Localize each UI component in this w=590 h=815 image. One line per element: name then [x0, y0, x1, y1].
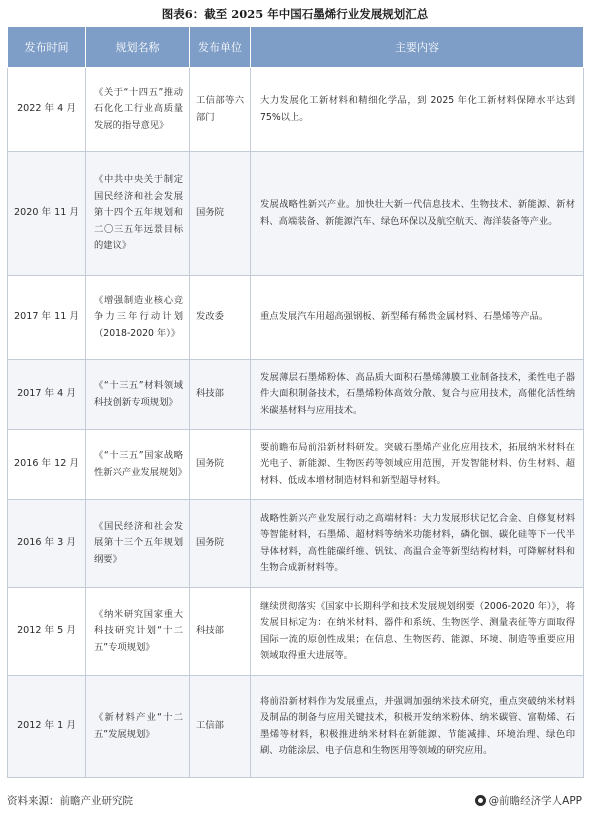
table-title: 图表6：截至 2025 年中国石墨烯行业发展规划汇总 — [161, 7, 429, 21]
cell-content: 将前沿新材料作为发展重点，并强调加强纳米技术研究，重点突破纳米材料及制品的制备与应用关键技术，积极开发纳米粉体、纳米碳管、富勒烯、石墨烯等材料，积极推进纳米材料在新能源、节能减排、环境治理、绿色印刷、功能涂层、电子信息和生物医用等领域的研究应用。 — [251, 676, 584, 778]
cell-content: 发展战略性新兴产业。加快壮大新一代信息技术、生物技术、新能源、新材料、高端装备、新能源汽车、绿色环保以及航空航天、海洋装备等产业。 — [251, 152, 584, 276]
header-content: 主要内容 — [251, 27, 584, 68]
cell-unit: 国务院 — [190, 500, 251, 588]
brand-label: @前瞻经济学人APP — [488, 795, 582, 807]
table-row — [8, 68, 584, 152]
cell-name: 《“十三五”国家战略性新兴产业发展规划》 — [86, 430, 190, 500]
cell-name: 《“十三五”材料领域科技创新专项规划》 — [86, 360, 190, 430]
table-row — [8, 588, 584, 676]
cell-name: 《增强制造业核心竞争力三年行动计划（2018-2020 年）》 — [86, 276, 190, 360]
table-row — [8, 500, 584, 588]
cell-name: 《纳米研究国家重大科技研究计划“十二五”专项规划》 — [86, 588, 190, 676]
cell-name: 《关于“十四五”推动石化化工行业高质量发展的指导意见》 — [86, 68, 190, 152]
header-unit: 发布单位 — [190, 27, 251, 68]
source-note: 资料来源：前瞻产业研究院 — [7, 795, 133, 807]
table-row — [8, 152, 584, 276]
cell-date: 2016 年 3 月 — [8, 500, 86, 588]
cell-name: 《新材料产业“十二五”发展规划》 — [86, 676, 190, 778]
cell-content: 战略性新兴产业发展行动之高端材料：大力发展形状记忆合金、自修复材料等智能材料，石墨烯、超材料等纳米功能材料，磷化铟、碳化硅等下一代半导体材料，高性能碳纤维、钒钛、高温合金等新型结构材料，可降解材料和生物合成新材料等。 — [251, 500, 584, 588]
cell-date: 2020 年 11 月 — [8, 152, 86, 276]
table-row — [8, 676, 584, 778]
table-row — [8, 276, 584, 360]
cell-unit: 科技部 — [190, 360, 251, 430]
cell-name: 《国民经济和社会发展第十三个五年规划纲要》 — [86, 500, 190, 588]
header-date: 发布时间 — [8, 27, 86, 68]
table-row — [8, 360, 584, 430]
cell-content: 继续贯彻落实《国家中长期科学和技术发展规划纲要（2006-2020 年）》，将发展目标定为：在纳米材料、器件和系统、生物医学、测量表征等方面取得国际一流的原创性成果；在信息、生物医药、能源、环境、制造等重要应用领域取得重大进展等。 — [251, 588, 584, 676]
cell-content: 大力发展化工新材料和精细化学品，到 2025 年化工新材料保障水平达到 75%以上。 — [251, 68, 584, 152]
cell-unit: 科技部 — [190, 588, 251, 676]
table-header-row — [8, 27, 584, 68]
cell-date: 2012 年 1 月 — [8, 676, 86, 778]
cell-content: 发展薄层石墨烯粉体、高品质大面积石墨烯薄膜工业制备技术，柔性电子器件大面积制备技术，石墨烯粉体高效分散、复合与应用技术，高催化活性纳米碳基材料与应用技术。 — [251, 360, 584, 430]
cell-unit: 国务院 — [190, 430, 251, 500]
cell-name: 《中共中央关于制定国民经济和社会发展第十四个五年规划和二〇三五年远景目标的建议》 — [86, 152, 190, 276]
cell-unit: 工信部等六部门 — [190, 68, 251, 152]
cell-date: 2016 年 12 月 — [8, 430, 86, 500]
planning-table — [7, 26, 584, 778]
cell-unit: 国务院 — [190, 152, 251, 276]
cell-date: 2022 年 4 月 — [8, 68, 86, 152]
cell-content: 重点发展汽车用超高强钢板、新型稀有稀贵金属材料、石墨烯等产品。 — [251, 276, 584, 360]
cell-date: 2012 年 5 月 — [8, 588, 86, 676]
cell-date: 2017 年 4 月 — [8, 360, 86, 430]
cell-content: 要前瞻布局前沿新材料研发。突破石墨烯产业化应用技术，拓展纳米材料在光电子、新能源、生物医药等领域应用范围，开发智能材料、仿生材料、超材料、低成本增材制造材料和新型超导材料。 — [251, 430, 584, 500]
cell-unit: 工信部 — [190, 676, 251, 778]
table-row — [8, 430, 584, 500]
cell-unit: 发改委 — [190, 276, 251, 360]
brand-logo-icon — [475, 795, 486, 806]
header-name: 规划名称 — [86, 27, 190, 68]
brand-credit — [475, 793, 582, 808]
cell-date: 2017 年 11 月 — [8, 276, 86, 360]
